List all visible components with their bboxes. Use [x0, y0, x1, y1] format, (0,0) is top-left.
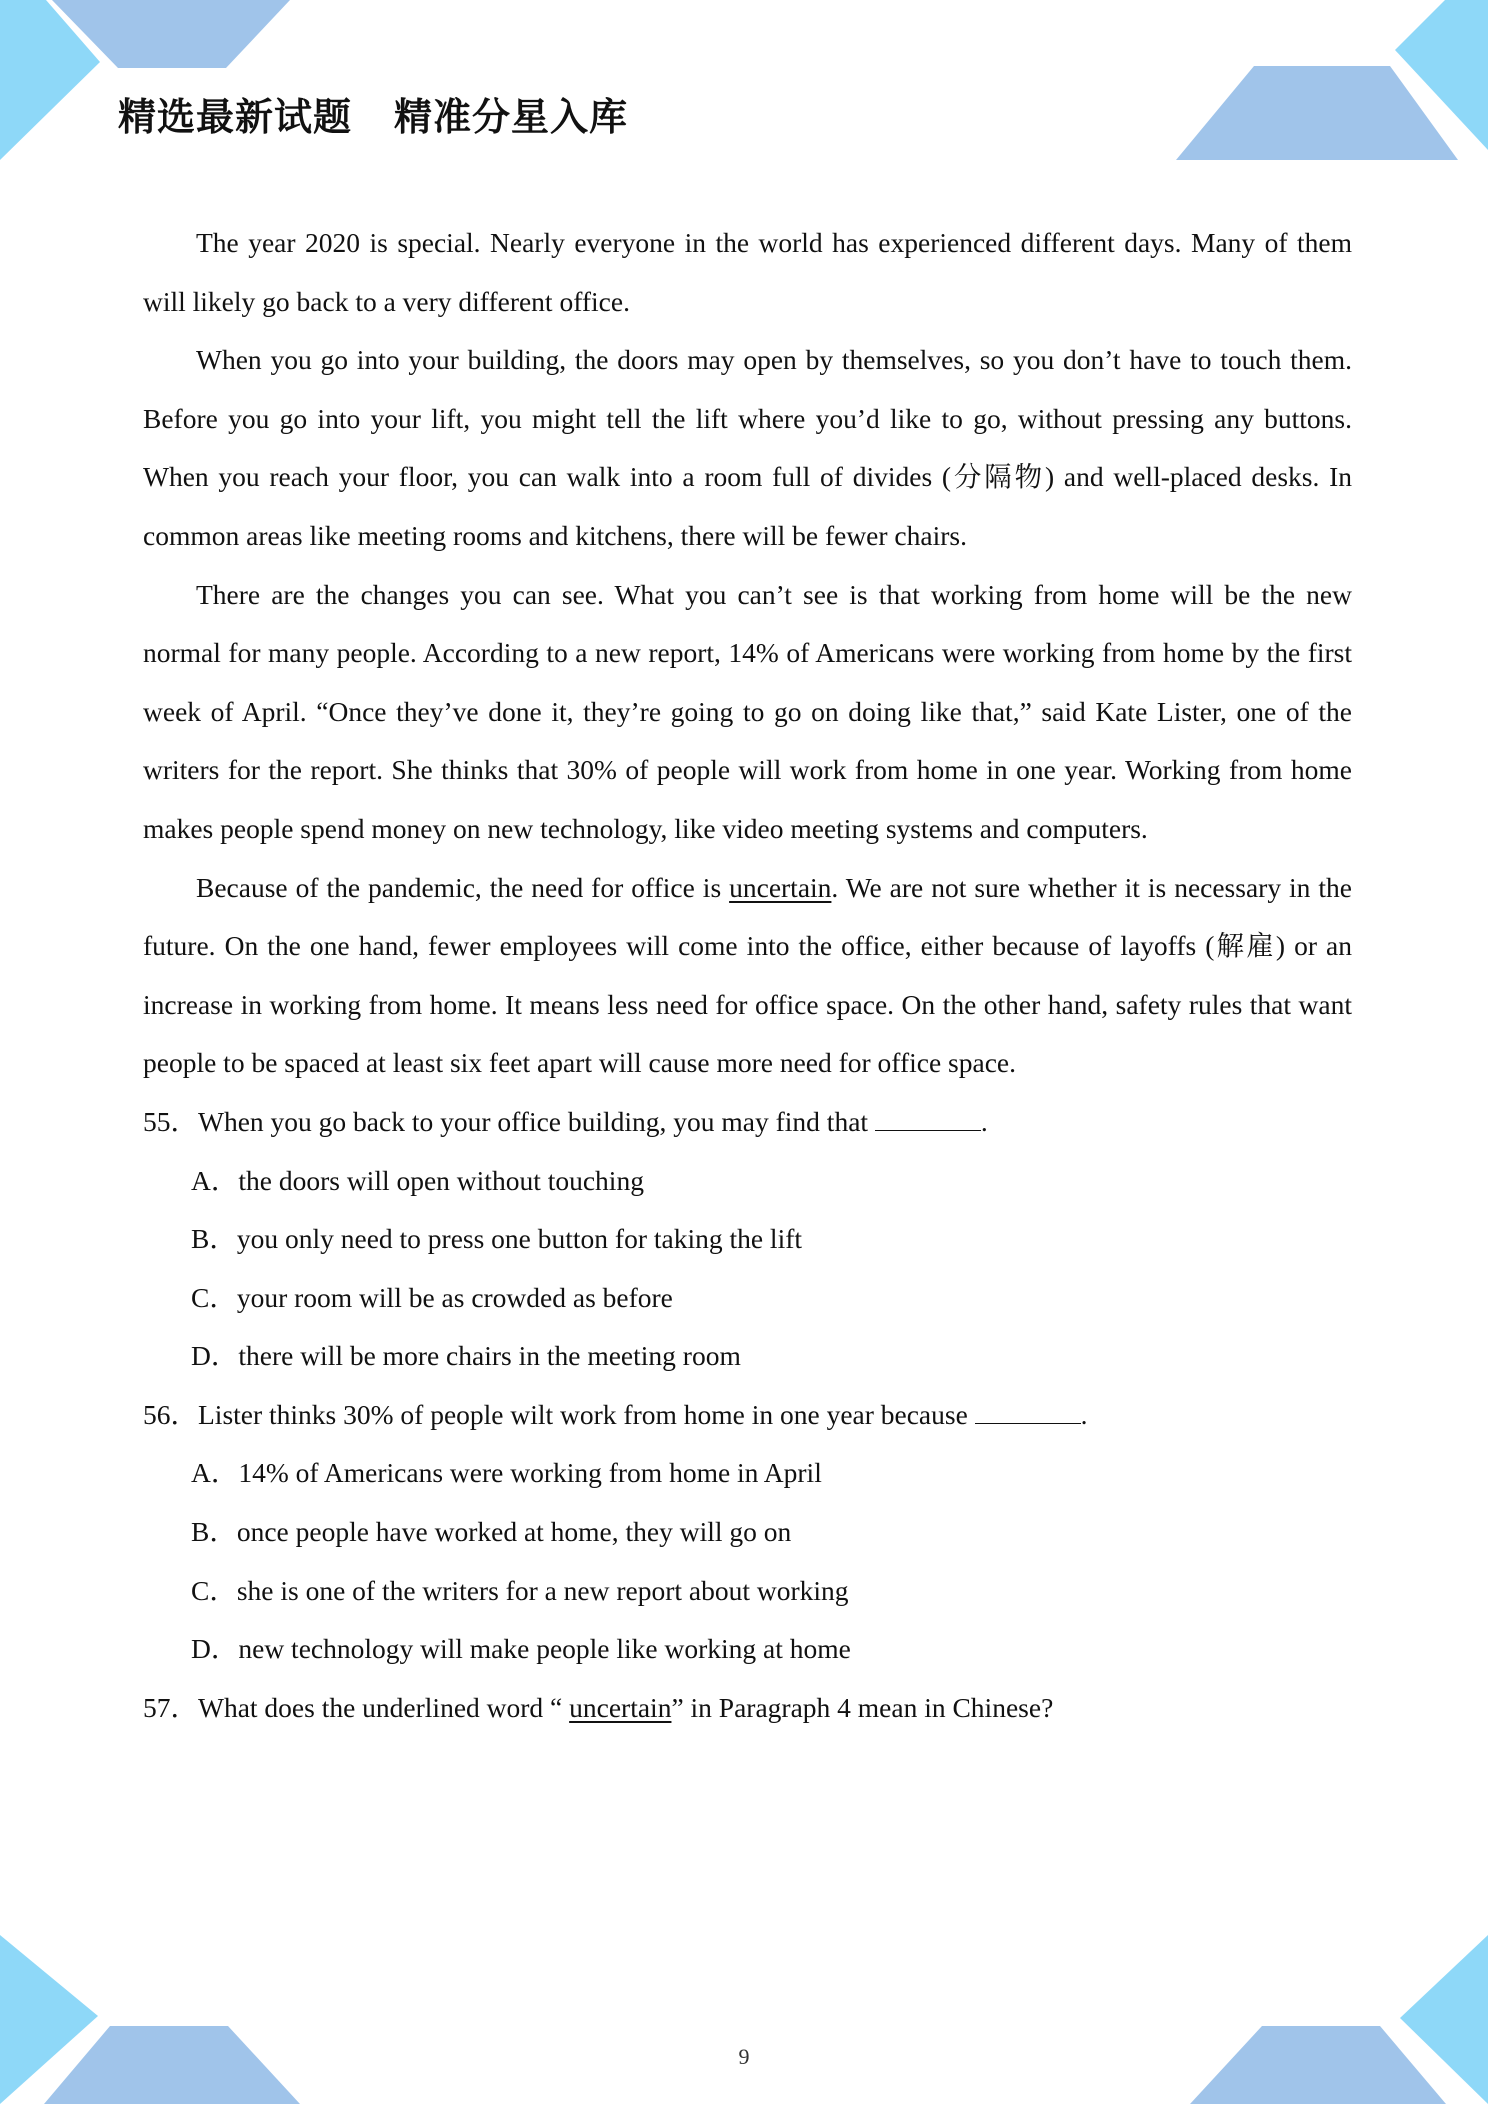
page-header-title	[118, 86, 628, 141]
question-55-end: .	[980, 1105, 988, 1137]
question-56-text: 56．Lister thinks 30% of people wilt work from home in one year because	[143, 1398, 975, 1430]
answer-blank	[975, 1401, 1081, 1424]
question-55-option-d: D．there will be more chairs in the meeting room	[191, 1340, 741, 1372]
question-57-stem	[143, 1679, 1352, 1738]
question-56-option-d: D．new technology will make people like working at home	[191, 1633, 851, 1665]
question-55-option-c: C．your room will be as crowded as before	[191, 1281, 673, 1313]
question-56-option-c: C．she is one of the writers for a new report about working	[191, 1574, 849, 1606]
question-55-option-a: A．the doors will open without touching	[191, 1164, 644, 1196]
passage-paragraph-3: There are the changes you can see. What you can’t see is that working from home will be the new normal for many people. According to a new report, 14% of Americans were working from home by the first week of April. “Once they’ve done it, they’re going to go on doing like that,” said Kate Lister, one of the writers for the report. She thinks that 30% of people will work from home in one year. Working from home makes people spend money on new technology, like video meeting systems and computers.	[143, 578, 1352, 844]
header-title-left: 精选最新试题	[118, 95, 353, 139]
question-55-text: 55．When you go back to your office building, you may find that	[143, 1105, 875, 1137]
reading-passage-content	[143, 214, 1352, 1737]
top-right-trapezoid	[1176, 66, 1458, 160]
question-55-stem	[143, 1093, 1352, 1152]
p4-text-after: . We are not sure whether it is necessary in the future. On the one hand, fewer employees will come into the office, either because of layoffs (解雇) or an increase in working from home. It means less need for office space. On the other hand, safety rules that want people to be spaced at least six feet apart will cause more need for office space.	[143, 871, 1352, 1079]
question-57-underlined-word: uncertain	[569, 1691, 672, 1723]
passage-paragraph-2: When you go into your building, the doors may open by themselves, so you don’t have to touch them. Before you go into your lift, you might tell the lift where you’d like to go, without pressing any buttons. When you reach your floor, you can walk into a room full of divides (分隔物) and well-placed desks. In common areas like meeting rooms and kitchens, there will be fewer chairs.	[143, 344, 1352, 551]
question-56-end: .	[1080, 1398, 1088, 1430]
passage-paragraph-4	[143, 859, 1352, 1093]
question-57-text-after: ” in Paragraph 4 mean in Chinese?	[671, 1691, 1054, 1723]
page-number: 9	[738, 2044, 750, 2069]
question-55-option-b: B．you only need to press one button for taking the lift	[191, 1223, 803, 1255]
p4-text-before: Because of the pandemic, the need for office is	[196, 871, 730, 903]
question-56-option-a: A．14% of Americans were working from home in April	[191, 1457, 822, 1489]
question-56-option-b: B．once people have worked at home, they will go on	[191, 1516, 792, 1548]
header-title-right: 精准分星入库	[394, 95, 629, 139]
answer-blank	[875, 1108, 981, 1131]
question-57-text-before: 57．What does the underlined word “	[143, 1691, 570, 1723]
question-56-stem	[143, 1386, 1352, 1445]
passage-paragraph-1: The year 2020 is special. Nearly everyone in the world has experienced different days. Many of them will likely go back to a very different office.	[143, 227, 1352, 317]
p4-underlined-word: uncertain	[729, 871, 832, 903]
